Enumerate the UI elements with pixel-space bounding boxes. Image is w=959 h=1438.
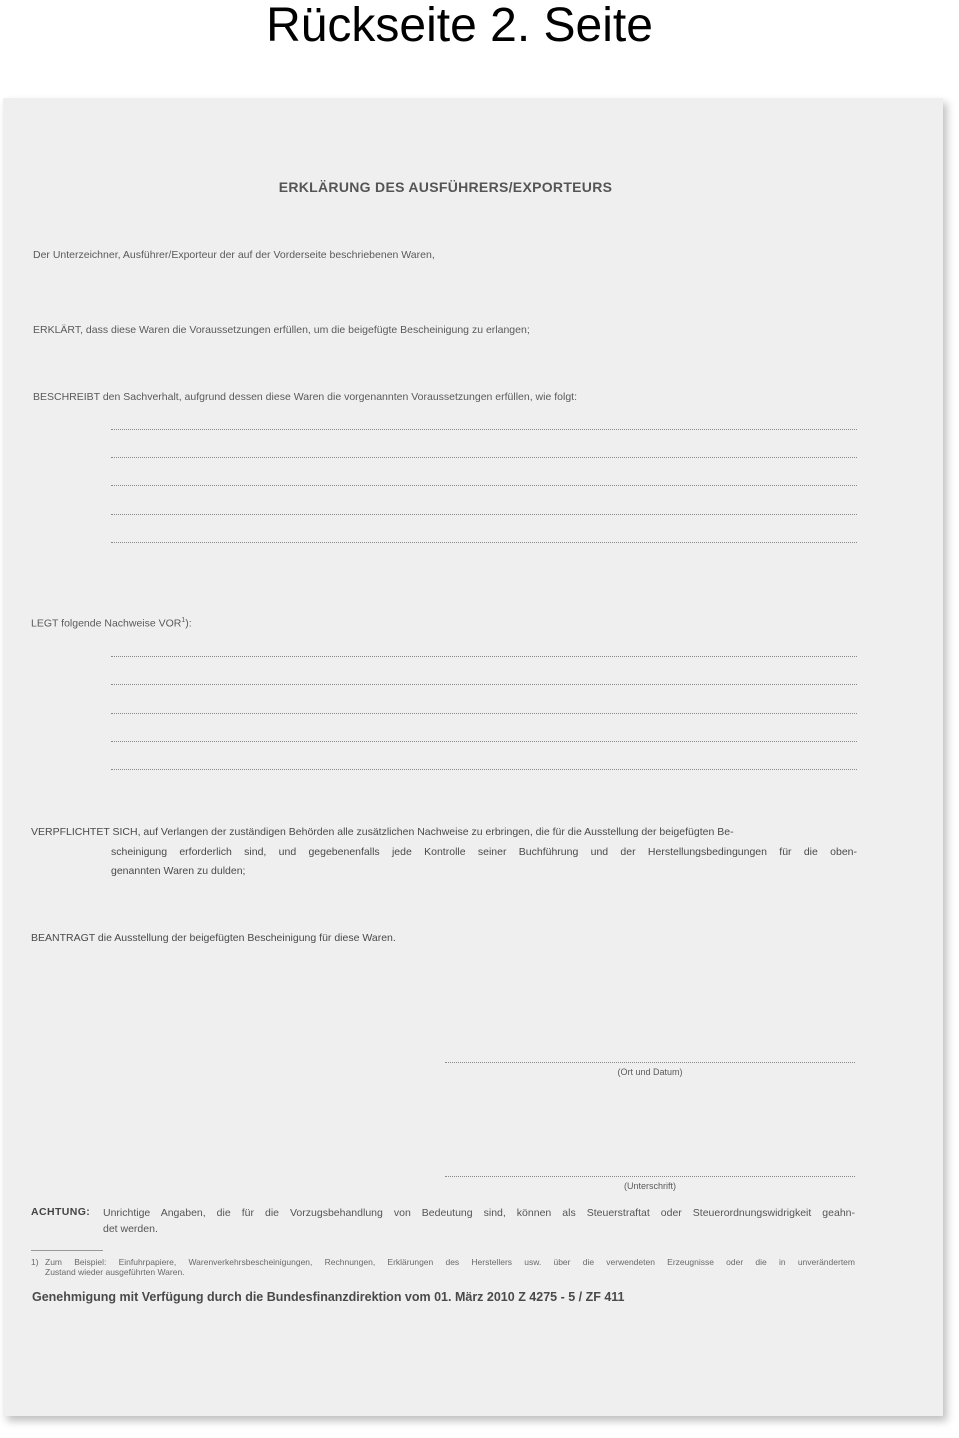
footnote-ref: 1: [181, 617, 186, 624]
commits-line-3: genannten Waren zu dulden;: [111, 865, 246, 877]
page-caption: Rückseite 2. Seite: [266, 0, 653, 52]
requests-text: BEANTRAGT die Ausstellung der beigefügten Bescheinigung für diese Waren.: [31, 932, 396, 944]
place-date-field[interactable]: [445, 1062, 855, 1063]
place-date-label: (Ort und Datum): [617, 1067, 683, 1077]
commits-line-2: scheinigung erforderlich sind, und gegebenenfalls jede Kontrolle seiner Buchführung und der Herstellungsbedingungen für die oben-: [111, 846, 857, 858]
submits-line-1[interactable]: [111, 656, 857, 657]
footnote-marker: 1): [31, 1257, 39, 1267]
commits-line-1: [31, 826, 734, 838]
form-title: ERKLÄRUNG DES AUSFÜHRERS/EXPORTEURS: [278, 179, 613, 195]
commits-keyword: VERPFLICHTET SICH,: [31, 826, 141, 838]
describes-line-4[interactable]: [111, 514, 857, 515]
form-page: [3, 98, 943, 1416]
signature-field[interactable]: [445, 1176, 855, 1177]
describes-line-2[interactable]: [111, 457, 857, 458]
submits-line-5[interactable]: [111, 769, 857, 770]
signature-label: (Unterschrift): [623, 1181, 676, 1191]
commits-text: auf Verlangen der zuständigen Behörden alle zusätzlichen Nachweise zu erbringen, die für die Ausstellung der beigefügten Be-: [143, 826, 734, 838]
describes-text: BESCHREIBT den Sachverhalt, aufgrund dessen diese Waren die vorgenannten Voraussetzungen erfüllen, wie folgt:: [33, 391, 577, 403]
warning-line-1: Unrichtige Angaben, die für die Vorzugsbehandlung von Bedeutung sind, können als Steuerstraftat oder Steuerordnungswidrigkeit geahn-: [103, 1207, 855, 1219]
submits-suffix: ):: [185, 617, 192, 630]
describes-line-5[interactable]: [111, 542, 857, 543]
intro-text: Der Unterzeichner, Ausführer/Exporteur der auf der Vorderseite beschriebenen Waren,: [33, 249, 435, 261]
submits-text: [31, 617, 192, 630]
footnote-line-2: Zustand wieder ausgeführten Waren.: [45, 1267, 185, 1277]
submits-label: LEGT folgende Nachweise VOR: [31, 617, 182, 630]
submits-line-4[interactable]: [111, 741, 857, 742]
submits-line-2[interactable]: [111, 684, 857, 685]
approval-notice: Genehmigung mit Verfügung durch die Bundesfinanzdirektion vom 01. März 2010 Z 4275 - 5 / ZF 411: [32, 1290, 625, 1304]
warning-keyword: ACHTUNG:: [31, 1206, 91, 1218]
describes-line-1[interactable]: [111, 429, 857, 430]
declares-text: ERKLÄRT, dass diese Waren die Voraussetzungen erfüllen, um die beigefügte Bescheinigung zu erlangen;: [33, 324, 530, 336]
describes-line-3[interactable]: [111, 485, 857, 486]
warning-line-2: det werden.: [103, 1223, 158, 1235]
submits-line-3[interactable]: [111, 713, 857, 714]
footnote-line-1: Zum Beispiel: Einfuhrpapiere, Warenverkehrsbescheinigungen, Rechnungen, Erklärungen des Herstellers usw. über die verwendeten Erzeugnisse oder die in unverändertem: [45, 1257, 855, 1267]
footnote-divider: [31, 1250, 103, 1251]
